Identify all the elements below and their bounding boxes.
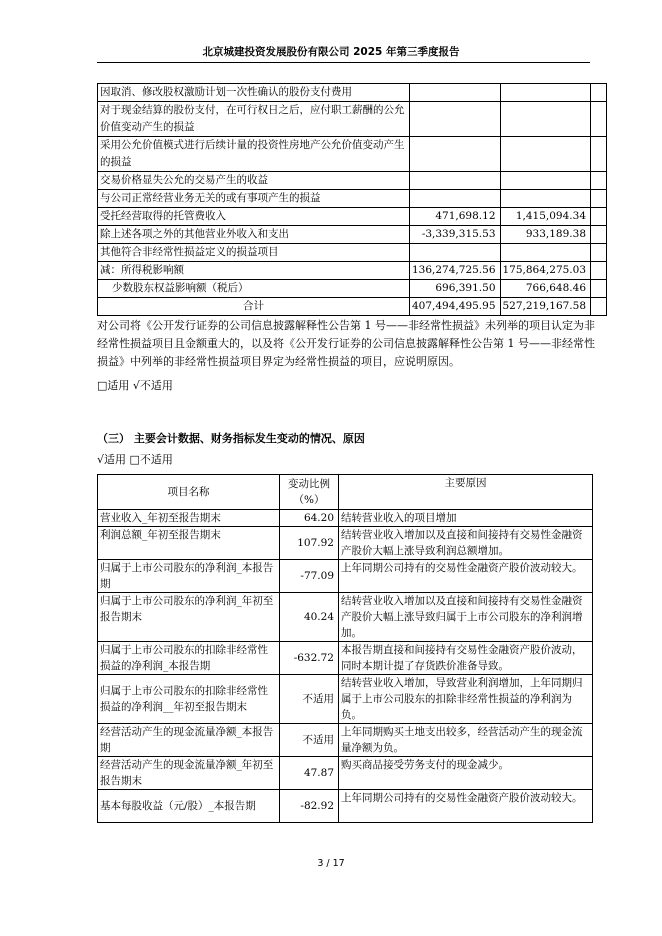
item-name: 经营活动产生的现金流量净额_本报告期 — [98, 724, 280, 757]
page-number: 3 / 17 — [317, 858, 345, 869]
table-row — [98, 724, 593, 757]
table-header-row — [98, 475, 593, 510]
table-row — [98, 790, 593, 823]
main-reason: 结转营业收入增加以及直接和间接持有交易性金融资产股价大幅上涨导致利润总额增加。 — [339, 527, 593, 560]
table-row — [98, 757, 593, 790]
item-name: 归属于上市公司股东的净利润_年初至报告期末 — [98, 593, 280, 642]
item-name: 少数股东权益影响额（税后） — [98, 280, 410, 298]
item-name: 与公司正常经营业务无关的或有事项产生的损益 — [98, 190, 410, 208]
applicability-choice: □适用 √不适用 — [97, 379, 173, 392]
note-cell — [591, 280, 607, 298]
amount-current: 407,494,495.95 — [410, 298, 501, 316]
page-header: 北京城建投资发展股份有限公司 2025 年第三季度报告 — [202, 46, 460, 58]
note-cell — [591, 137, 607, 172]
main-reason: 本报告期直接和间接持有交易性金融资产股价波动，同时本期计提了存货跌价准备导致。 — [339, 642, 593, 675]
amount-current: -3,339,315.53 — [410, 226, 501, 244]
header-change-ratio: 变动比例（%） — [280, 475, 339, 510]
amount-ytd — [500, 102, 591, 137]
table-total-row — [98, 298, 607, 316]
note-cell — [591, 190, 607, 208]
amount-current: 471,698.12 — [410, 208, 501, 226]
amount-current — [410, 190, 501, 208]
item-name: 减：所得税影响额 — [98, 262, 410, 280]
amount-ytd: 175,864,275.03 — [500, 262, 591, 280]
amount-current — [410, 172, 501, 190]
table-row — [98, 102, 607, 137]
amount-current — [410, 102, 501, 137]
amount-ytd — [500, 137, 591, 172]
change-reasons-table — [97, 474, 593, 823]
header-main-reason: 主要原因 — [339, 475, 593, 510]
item-name: 交易价格显失公允的交易产生的收益 — [98, 172, 410, 190]
non-recurring-items-table — [97, 83, 607, 316]
main-reason: 结转营业收入的项目增加 — [339, 510, 593, 527]
change-ratio: -632.72 — [280, 642, 339, 675]
item-name: 归属于上市公司股东的净利润_本报告期 — [98, 560, 280, 593]
item-name: 归属于上市公司股东的扣除非经常性损益的净利润__年初至报告期末 — [98, 675, 280, 724]
table-row — [98, 137, 607, 172]
table-row — [98, 226, 607, 244]
note-cell — [591, 84, 607, 102]
table-row — [98, 208, 607, 226]
main-reason: 上年同期公司持有的交易性金融资产股价波动较大。 — [339, 790, 593, 823]
amount-current — [410, 84, 501, 102]
table-row — [98, 642, 593, 675]
note-cell — [591, 102, 607, 137]
amount-ytd — [500, 172, 591, 190]
item-name: 营业收入_年初至报告期末 — [98, 510, 280, 527]
header-item-name: 项目名称 — [98, 475, 280, 510]
amount-ytd: 766,648.46 — [500, 280, 591, 298]
amount-current: 136,274,725.56 — [410, 262, 501, 280]
note-cell — [591, 226, 607, 244]
table-row — [98, 84, 607, 102]
item-name: 除上述各项之外的其他营业外收入和支出 — [98, 226, 410, 244]
amount-ytd: 527,219,167.58 — [500, 298, 591, 316]
amount-current — [410, 244, 501, 262]
table-row — [98, 172, 607, 190]
change-ratio: 不适用 — [280, 724, 339, 757]
table-row — [98, 675, 593, 724]
item-name: 利润总额_年初至报告期末 — [98, 527, 280, 560]
change-ratio: 40.24 — [280, 593, 339, 642]
explanation-paragraph: 对公司将《公开发行证券的公司信息披露解释性公告第 1 号——非经常性损益》未列举的项目认定为非经常性损益项目且金额重大的，以及将《公开发行证券的公司信息披露解释性公告第 1 号——非经常性损益》中列举的非经常性损益项目界定为经常性损益的项目，应说明原因。 — [97, 319, 595, 368]
note-cell — [591, 262, 607, 280]
amount-current: 696,391.50 — [410, 280, 501, 298]
item-name: 采用公允价值模式进行后续计量的投资性房地产公允价值变动产生的损益 — [98, 137, 410, 172]
item-name: 对于现金结算的股份支付，在可行权日之后，应付职工薪酬的公允价值变动产生的损益 — [98, 102, 410, 137]
main-reason: 结转营业收入增加，导致营业利润增加，上年同期归属于上市公司股东的扣除非经常性损益的净利润为负。 — [339, 675, 593, 724]
table-row — [98, 244, 607, 262]
header-divider — [97, 62, 590, 63]
total-label: 合计 — [98, 298, 410, 316]
change-ratio: 107.92 — [280, 527, 339, 560]
main-reason: 结转营业收入增加以及直接和间接持有交易性金融资产股价大幅上涨导致归属于上市公司股东的净利润增加。 — [339, 593, 593, 642]
table-row — [98, 510, 593, 527]
amount-ytd: 1,415,094.34 — [500, 208, 591, 226]
amount-ytd: 933,189.38 — [500, 226, 591, 244]
item-name: 其他符合非经常性损益定义的损益项目 — [98, 244, 410, 262]
amount-ytd — [500, 244, 591, 262]
note-cell — [591, 208, 607, 226]
amount-current — [410, 137, 501, 172]
table-row — [98, 527, 593, 560]
main-reason: 购买商品接受劳务支付的现金减少。 — [339, 757, 593, 790]
note-cell — [591, 298, 607, 316]
item-name: 因取消、修改股权激励计划一次性确认的股份支付费用 — [98, 84, 410, 102]
table-row — [98, 560, 593, 593]
change-ratio: -82.92 — [280, 790, 339, 823]
applicability-choice: √适用 □不适用 — [97, 453, 173, 466]
change-ratio: 47.87 — [280, 757, 339, 790]
item-name: 受托经营取得的托管费收入 — [98, 208, 410, 226]
item-name: 基本每股收益（元/股）_本报告期 — [98, 790, 280, 823]
change-ratio: 64.20 — [280, 510, 339, 527]
table-row — [98, 593, 593, 642]
table-row — [98, 262, 607, 280]
amount-ytd — [500, 84, 591, 102]
item-name: 归属于上市公司股东的扣除非经常性损益的净利润_本报告期 — [98, 642, 280, 675]
main-reason: 上年同期公司持有的交易性金融资产股价波动较大。 — [339, 560, 593, 593]
table-row — [98, 280, 607, 298]
change-ratio: -77.09 — [280, 560, 339, 593]
note-cell — [591, 244, 607, 262]
note-cell — [591, 172, 607, 190]
section-title: （三） 主要会计数据、财务指标发生变动的情况、原因 — [97, 432, 365, 445]
table-row — [98, 190, 607, 208]
item-name: 经营活动产生的现金流量净额_年初至报告期末 — [98, 757, 280, 790]
change-ratio: 不适用 — [280, 675, 339, 724]
amount-ytd — [500, 190, 591, 208]
main-reason: 上年同期购买土地支出较多，经营活动产生的现金流量净额为负。 — [339, 724, 593, 757]
